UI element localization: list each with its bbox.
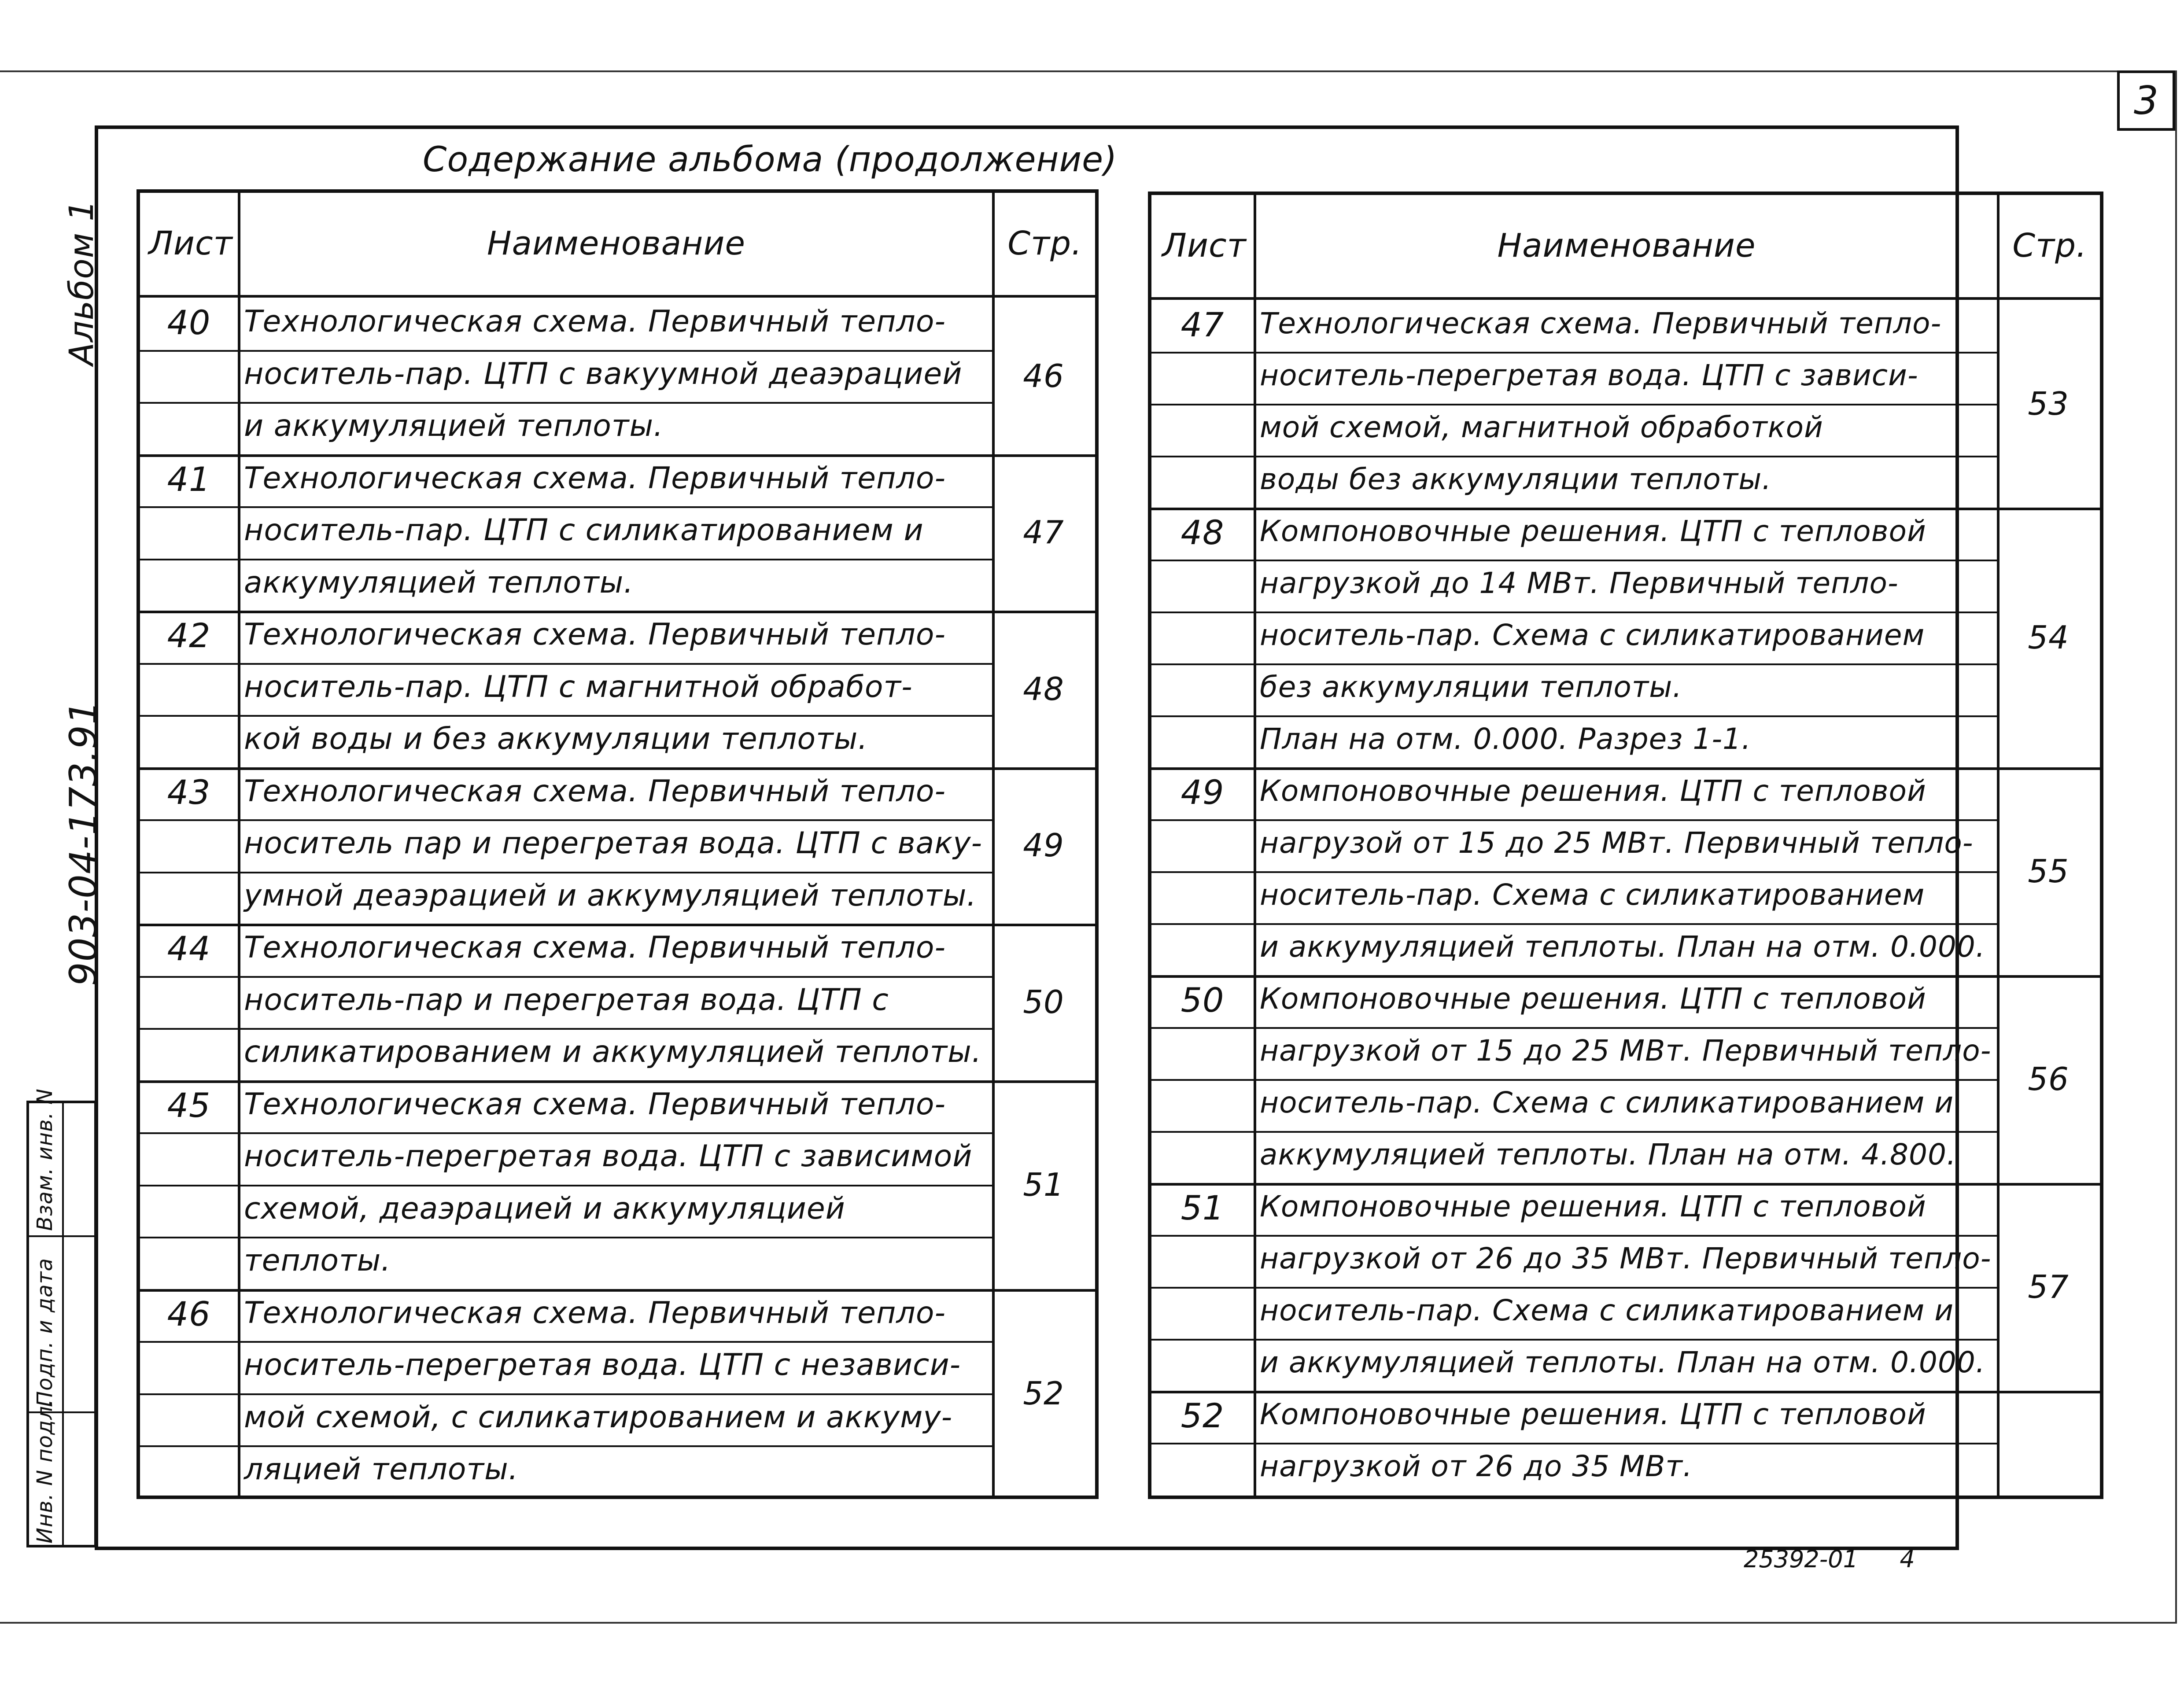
row-name-line: Технологическая схема. Первичный тепло- [244,930,946,965]
line-divider [1151,612,1997,613]
footer-code: 25392-01 [1744,1545,1858,1573]
line-divider [140,1445,992,1447]
row-name-line: носитель-пар. ЦТП с магнитной обработ- [244,669,913,704]
row-sheet-number: 42 [167,616,211,656]
table-row [1151,508,2100,767]
line-divider [140,1237,992,1238]
line-divider [140,715,992,717]
table-row [140,767,1095,924]
row-name-line: носитель-пар. Схема с силикатированием [1260,618,1925,652]
contents-table-left [136,189,1099,1499]
row-name-line: Технологическая схема. Первичный тепло- [244,1087,946,1122]
line-divider [1151,456,1997,457]
row-page-number: 50 [1023,983,1064,1020]
line-divider [1151,1443,1997,1444]
row-name-line: воды без аккумуляции теплоты. [1260,462,1772,496]
row-name-line: План на отм. 0.000. Разрез 1-1. [1260,722,1752,756]
table-row [1151,1183,2100,1391]
row-page-number: 48 [1023,670,1064,707]
row-name-line: Технологическая схема. Первичный тепло- [244,460,946,496]
row-name-line: нагрузкой до 14 МВт. Первичный тепло- [1260,566,1899,600]
row-sheet-number: 40 [167,303,211,343]
row-page-number: 51 [1023,1166,1064,1203]
line-divider [1151,715,1997,717]
line-divider [1151,871,1997,873]
row-page-number: 47 [1023,514,1064,551]
line-divider [1151,663,1997,665]
line-divider [140,1393,992,1395]
header-page: Стр. [2012,227,2087,265]
table-row [1151,1391,2100,1495]
stamp-sign-label: Подп. и дата [33,1258,57,1407]
row-name-line: аккумуляцией теплоты. План на отм. 4.800. [1260,1138,1957,1172]
row-name-line: Технологическая схема. Первичный тепло- [244,774,946,809]
row-sheet-number: 43 [167,772,211,812]
contents-table-right [1148,192,2103,1499]
row-name-line: нагрузкой от 15 до 25 МВт. Первичный тепло- [1260,1034,1992,1068]
stamp-inv-label: Инв. N подл. [33,1398,57,1544]
line-divider [140,872,992,873]
row-name-line: носитель-пар и перегретая вода. ЦТП с [244,982,889,1017]
row-name-line: Компоновочные решения. ЦТП с тепловой [1260,1190,1926,1223]
table-row [140,1080,1095,1289]
row-name-line: Компоновочные решения. ЦТП с тепловой [1260,1397,1926,1431]
row-name-line: носитель-пар. ЦТП с вакуумной деаэрацией [244,356,963,391]
table-row [140,454,1095,611]
side-stamp [26,1088,97,1547]
row-name-line: мой схемой, магнитной обработкой [1260,410,1823,444]
row-name-line: и аккумуляцией теплоты. План на отм. 0.000. [1260,930,1985,964]
row-name-line: умной деаэрацией и аккумуляцией теплоты. [244,878,977,913]
row-name-line: Технологическая схема. Первичный тепло- [244,1295,946,1330]
line-divider [140,1028,992,1030]
row-page-number: 55 [2028,853,2069,890]
line-divider [1151,1079,1997,1081]
row-name-line: мой схемой, с силикатированием и аккуму- [244,1400,953,1435]
line-divider [1151,1027,1997,1029]
row-page-number: 49 [1023,827,1064,864]
page-number: 3 [2134,78,2158,123]
line-divider [1151,560,1997,561]
header-name: Наименование [487,225,746,262]
row-sheet-number: 51 [1181,1188,1225,1227]
row-name-line: теплоты. [244,1243,391,1278]
row-name-line: Технологическая схема. Первичный тепло- [1260,306,1942,340]
row-name-line: и аккумуляцией теплоты. План на отм. 0.000. [1260,1345,1985,1379]
line-divider [1151,352,1997,354]
line-divider [140,1132,992,1134]
album-label: Альбом 1 [62,199,101,365]
line-divider [140,819,992,821]
row-page-number: 46 [1023,357,1064,394]
row-sheet-number: 50 [1181,980,1225,1020]
table-row [140,1289,1095,1498]
line-divider [1151,1339,1997,1341]
line-divider [140,976,992,978]
row-page-number: 56 [2028,1061,2069,1098]
row-name-line: Компоновочные решения. ЦТП с тепловой [1260,514,1926,548]
row-page-number: 54 [2028,619,2069,656]
line-divider [140,663,992,665]
row-name-line: носитель пар и перегретая вода. ЦТП с ваку- [244,826,983,861]
page-title: Содержание альбома (продолжение) [423,140,1118,180]
row-name-line: Компоновочные решения. ЦТП с тепловой [1260,774,1926,808]
row-sheet-number: 41 [167,459,211,499]
row-name-line: носитель-перегретая вода. ЦТП с независи- [244,1348,961,1383]
row-name-line: силикатированием и аккумуляцией теплоты. [244,1035,982,1070]
stamp-replace-label: Взам. инв. N [33,1088,57,1231]
row-page-number: 57 [2028,1268,2069,1305]
row-name-line: без аккумуляции теплоты. [1260,670,1682,704]
line-divider [140,402,992,404]
row-name-line: носитель-пар. ЦТП с силикатированием и [244,513,924,548]
row-name-line: нагрузкой от 26 до 35 МВт. [1260,1449,1693,1483]
row-name-line: носитель-пар. Схема с силикатированием и [1260,1086,1954,1120]
table-row [140,924,1095,1080]
line-divider [140,506,992,508]
line-divider [140,350,992,352]
row-sheet-number: 46 [167,1294,211,1334]
row-sheet-number: 52 [1181,1396,1225,1435]
footer [1744,1545,1915,1573]
header-sheet: Лист [1162,227,1247,265]
line-divider [1151,1131,1997,1133]
row-name-line: кой воды и без аккумуляции теплоты. [244,722,868,757]
row-name-line: и аккумуляцией теплоты. [244,409,664,444]
row-page-number: 53 [2028,385,2069,422]
table-row [1151,975,2100,1183]
row-name-line: аккумуляцией теплоты. [244,565,634,600]
row-name-line: носитель-пар. Схема с силикатированием [1260,878,1925,912]
row-name-line: схемой, деаэрацией и аккумуляцией [244,1191,845,1226]
footer-sheet: 4 [1900,1545,1915,1573]
row-sheet-number: 47 [1181,305,1225,344]
line-divider [140,1341,992,1343]
row-sheet-number: 44 [167,929,211,969]
page-number-box [2117,70,2175,131]
row-name-line: ляцией теплоты. [244,1452,519,1487]
row-name-line: Технологическая схема. Первичный тепло- [244,617,946,652]
project-code: 903-04-173.91 [62,700,106,986]
row-name-line: нагрузкой от 26 до 35 МВт. Первичный тепло- [1260,1242,1992,1275]
line-divider [140,559,992,560]
header-name: Наименование [1497,227,1756,265]
row-name-line: нагрузой от 15 до 25 МВт. Первичный тепло- [1260,826,1974,860]
header-page: Стр. [1007,225,1082,262]
row-name-line: носитель-перегретая вода. ЦТП с зависимой [244,1139,973,1174]
row-name-line: носитель-пар. Схема с силикатированием и [1260,1293,1954,1327]
header-sheet: Лист [148,225,233,262]
row-name-line: Компоновочные решения. ЦТП с тепловой [1260,982,1926,1016]
line-divider [1151,1287,1997,1289]
line-divider [1151,404,1997,405]
table-row [140,611,1095,767]
table-row [1151,300,2100,508]
row-sheet-number: 45 [167,1085,211,1125]
line-divider [140,1185,992,1186]
row-sheet-number: 48 [1181,513,1225,552]
table-row [140,298,1095,454]
line-divider [1151,1235,1997,1237]
line-divider [1151,923,1997,925]
row-name-line: Технологическая схема. Первичный тепло- [244,304,946,339]
row-page-number: 52 [1023,1374,1064,1412]
line-divider [1151,819,1997,821]
table-row [1151,767,2100,975]
row-sheet-number: 49 [1181,773,1225,812]
row-name-line: носитель-перегретая вода. ЦТП с зависи- [1260,358,1918,392]
